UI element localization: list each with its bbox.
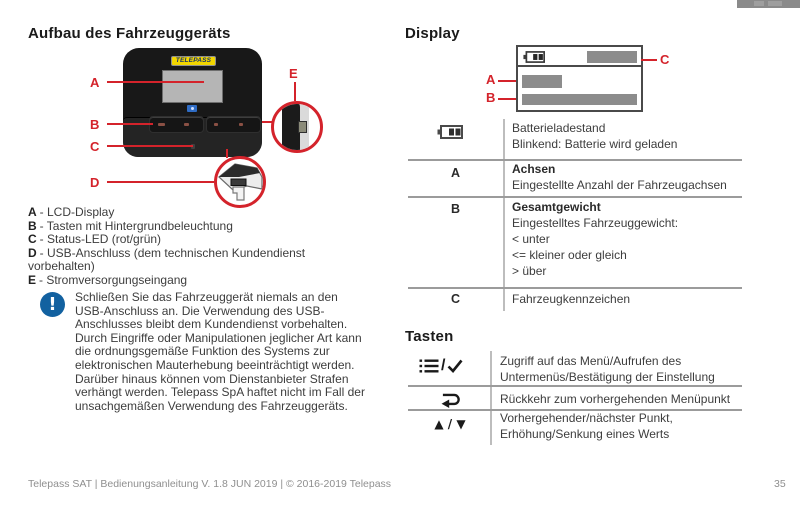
- legend-item-e: [28, 274, 336, 288]
- callout-line-a: [107, 81, 204, 83]
- table-cell-line: Erhöhung/Senkung eines Werts: [500, 427, 670, 441]
- section-title-keys: Tasten: [405, 328, 454, 345]
- legend-desc-c: - Status-LED (rot/grün): [39, 232, 162, 247]
- menu-list-icon: [419, 358, 439, 374]
- display-table-divider: [503, 119, 505, 311]
- legend-item-b: [28, 220, 336, 234]
- legend-key-e: E: [28, 272, 37, 287]
- legend-desc-e: - Stromversorgungseingang: [39, 272, 188, 287]
- legend-desc-a: - LCD-Display: [39, 205, 115, 219]
- device-legend: [28, 206, 336, 288]
- table-cell-line: Eingestelltes Fahrzeuggewicht:: [512, 216, 679, 230]
- keys-table-rule-1: [408, 385, 742, 387]
- display-row-weight: [512, 199, 678, 279]
- legend-desc-b: - Tasten mit Hintergrundbeleuchtung: [39, 218, 233, 233]
- display-line-b: [498, 98, 516, 100]
- usb-port-drawing: [217, 159, 263, 205]
- table-cell-line: > über: [512, 264, 547, 278]
- display-label-a: A: [486, 72, 496, 87]
- callout-label-d: D: [90, 175, 100, 190]
- back-arrow-icon: [438, 390, 464, 408]
- display-line-a: [498, 80, 516, 82]
- table-cell-line: Achsen: [512, 162, 556, 176]
- keys-row-updown: [500, 410, 673, 442]
- table-cell-line: Gesamtgewicht: [512, 200, 601, 214]
- display-diagram: [516, 45, 643, 112]
- legend-item-c: [28, 233, 336, 247]
- device-lcd-screen: [162, 70, 223, 103]
- page-number: 35: [774, 478, 786, 490]
- display-line-c: [641, 59, 657, 61]
- legend-desc-d: - USB-Anschluss (dem technischen Kundendienst vorbehalten): [28, 245, 306, 274]
- table-cell-line: Batterieladestand: [512, 121, 606, 135]
- keys-table-divider: [490, 351, 492, 445]
- legend-key-a: A: [28, 205, 37, 219]
- footer-text: Telepass SAT | Bedienungsanleitung V. 1.8 JUN 2019 | © 2016-2019 Telepass: [28, 478, 392, 490]
- device-menu-key-icon: [158, 123, 165, 126]
- telepass-logo: TELEPASS: [171, 56, 216, 66]
- table-cell-line: Fahrzeugkennzeichen: [512, 292, 631, 306]
- keys-row-back: [500, 391, 730, 407]
- display-row-a-symbol: A: [450, 166, 461, 180]
- legend-item-a: [28, 206, 336, 220]
- legend-key-b: B: [28, 218, 37, 233]
- callout-line-b: [107, 123, 153, 125]
- table-cell-line: Rückkehr zum vorhergehenden Menüpunkt: [500, 392, 731, 406]
- display-table-rule-3: [408, 287, 742, 289]
- device-back-key-icon: [184, 123, 189, 126]
- callout-line-c: [107, 145, 193, 147]
- callout-label-b: B: [90, 117, 100, 132]
- slash-separator: /: [441, 357, 446, 374]
- callout-label-e: E: [289, 66, 298, 81]
- menu-confirm-icon: [419, 357, 463, 375]
- battery-icon: [437, 125, 463, 139]
- table-cell-line: Zugriff auf das Menü/Aufrufen des: [500, 354, 682, 368]
- section-title-device-layout: Aufbau des Fahrzeuggeräts: [28, 25, 231, 42]
- table-cell-line: Vorhergehender/nächster Punkt,: [500, 411, 673, 425]
- page-corner-tab: [737, 0, 800, 8]
- blue-key-glyph: [191, 107, 194, 110]
- display-label-b: B: [486, 90, 496, 105]
- display-row-axles: [512, 161, 727, 193]
- callout-line-d: [107, 181, 214, 183]
- table-cell-line: <= kleiner oder gleich: [512, 248, 627, 262]
- table-cell-line: Untermenüs/Bestätigung der Einstellung: [500, 370, 715, 384]
- section-title-display: Display: [405, 25, 460, 42]
- callout-line-d-vertical: [226, 149, 228, 158]
- corner-tab-mark: [768, 1, 782, 6]
- table-cell-line: Blinkend: Batterie wird geladen: [512, 137, 678, 151]
- display-plate-bar: [587, 51, 637, 63]
- mandatory-action-icon: !: [40, 292, 65, 317]
- display-row-b-symbol: B: [450, 202, 461, 216]
- power-inlet-callout: [271, 101, 323, 153]
- callout-label-c: C: [90, 139, 100, 154]
- usb-port-callout: [214, 156, 266, 208]
- table-cell-line: Eingestellte Anzahl der Fahrzeugachsen: [512, 178, 727, 192]
- keys-row-menu: [500, 353, 715, 385]
- display-axles-bar: [522, 75, 562, 88]
- device-down-key-icon: [239, 123, 243, 126]
- device-up-key-icon: [214, 123, 218, 126]
- checkmark-icon: [447, 359, 463, 373]
- power-connector-icon: [298, 121, 307, 133]
- display-row-plate: [512, 291, 630, 307]
- battery-icon: [523, 51, 545, 63]
- display-label-c: C: [660, 52, 670, 67]
- display-row-battery: [512, 120, 677, 152]
- display-table-rule-2: [408, 196, 742, 198]
- up-down-arrows-icon: ▲ / ▼: [434, 417, 466, 431]
- display-row-c-symbol: C: [450, 292, 461, 306]
- legend-key-c: C: [28, 232, 37, 247]
- legend-key-d: D: [28, 245, 37, 260]
- callout-line-e-vertical: [294, 82, 296, 101]
- corner-tab-mark: [754, 1, 764, 6]
- device-blue-key: [187, 105, 197, 112]
- callout-label-a: A: [90, 75, 100, 90]
- usb-warning-note: Schließen Sie das Fahrzeuggerät niemals an den USB-Anschluss an. Die Verwendung des USB-Anschlusses bleibt dem Kundendienst vorbehalten. Durch Eingriffe oder Manipulationen jeglicher Art kann die ordnungsgemäße Funktion des Systems zur elektronischen Mauterhebung beeinträchtigt werden. Darüber hinaus können vom Dienstanbieter Strafen verhängt werden. Telepass SpA haftet nicht im Fall der unsachgemäßen Verwendung des Fahrzeuggeräts.: [75, 290, 365, 413]
- table-cell-line: < unter: [512, 232, 550, 246]
- display-weight-bar: [522, 94, 637, 105]
- legend-item-d: [28, 247, 336, 274]
